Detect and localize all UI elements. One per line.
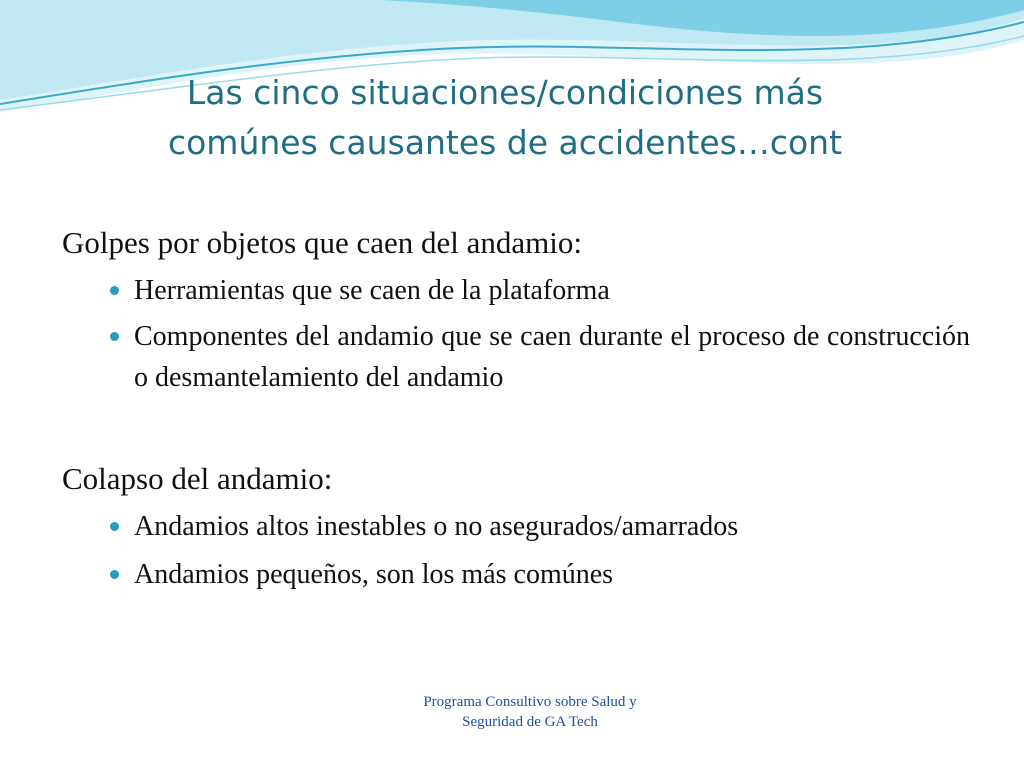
footer-line-1: Programa Consultivo sobre Salud y — [423, 694, 637, 710]
bullet-item — [107, 506, 970, 547]
bullet-item — [107, 554, 970, 595]
bullet-dot-icon — [110, 286, 119, 295]
bullet-item — [107, 316, 970, 398]
bullet-text: Andamios pequeños, son los más comúnes — [134, 559, 614, 590]
bullet-list-golpes — [107, 270, 970, 398]
slide-title — [100, 68, 910, 168]
bullet-list-colapso — [107, 506, 970, 595]
bullet-dot-icon — [110, 332, 119, 341]
footer-line-2: Seguridad de GA Tech — [462, 714, 598, 730]
section-heading-colapso: Colapso del andamio: — [62, 461, 333, 496]
section-heading-golpes: Golpes por objetos que caen del andamio: — [62, 225, 582, 260]
bullet-dot-icon — [110, 570, 119, 579]
bullet-text: Herramientas que se caen de la plataforma — [134, 275, 610, 306]
slide-title-line-2: comúnes causantes de accidentes…cont — [167, 123, 843, 162]
bullet-item — [107, 270, 970, 311]
slide-title-line-1: Las cinco situaciones/condiciones más — [186, 73, 824, 112]
bullet-text: Componentes del andamio que se caen durante el proceso de construcción o desmantelamiento del andamio — [134, 321, 970, 393]
slide-body — [62, 218, 970, 595]
slide-footer — [380, 692, 680, 732]
bullet-text: Andamios altos inestables o no asegurados/amarrados — [134, 511, 739, 542]
bullet-dot-icon — [110, 522, 119, 531]
